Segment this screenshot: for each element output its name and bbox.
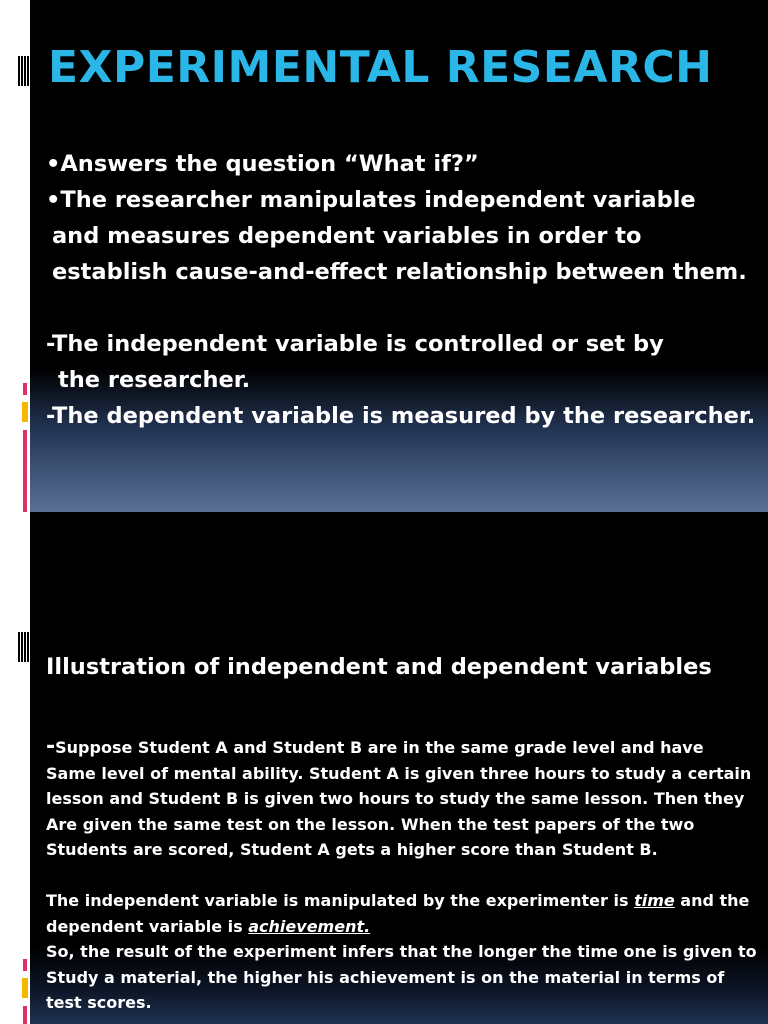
paragraph-line: lesson and Student B is given two hours to study the same lesson. Then they xyxy=(46,789,745,808)
paragraph-line: Same level of mental ability. Student A is given three hours to study a certain xyxy=(46,763,752,783)
slide-left-margin xyxy=(0,512,30,1024)
paragraph-line xyxy=(46,734,762,761)
accent-bar-pink xyxy=(23,430,27,512)
body-line: -The dependent variable is measured by the researcher. xyxy=(46,403,756,429)
slide-body xyxy=(46,146,762,434)
paragraph-text: and the xyxy=(674,891,750,910)
bullet-dash: - xyxy=(46,734,56,759)
paragraph-line: Study a material, the higher his achievement is on the material in terms of xyxy=(46,967,725,987)
slide-heading: Illustration of independent and dependent variables xyxy=(46,654,712,680)
accent-bar-pink xyxy=(23,383,27,395)
paragraph-line: Are given the same test on the lesson. When the test papers of the two xyxy=(46,814,695,834)
body-blank-line xyxy=(46,290,762,326)
paragraph-line xyxy=(46,914,762,940)
slide-marker-icon xyxy=(18,56,30,86)
emphasis-time: time xyxy=(634,891,675,910)
paragraph-line: Students are scored, Student A gets a higher score than Student B. xyxy=(46,840,658,859)
emphasis-achievement: achievement. xyxy=(248,916,371,936)
body-blank-line xyxy=(46,863,762,889)
accent-bar-yellow xyxy=(22,402,28,422)
accent-bar-yellow xyxy=(22,978,28,998)
body-line: establish cause-and-effect relationship between them. xyxy=(52,259,747,285)
slide-2 xyxy=(0,512,768,1024)
accent-bar-pink xyxy=(23,959,27,971)
paragraph-text: Suppose Student A and Student B are in the same grade level and have xyxy=(55,738,704,757)
paragraph-line: test scores. xyxy=(46,993,152,1012)
body-line: •The researcher manipulates independent variable xyxy=(46,187,696,213)
body-line: and measures dependent variables in order to xyxy=(52,223,642,249)
body-line: -The independent variable is controlled or set by xyxy=(46,331,664,357)
slide-title: EXPERIMENTAL RESEARCH xyxy=(48,42,713,93)
paragraph-line: So, the result of the experiment infers that the longer the time one is given to xyxy=(46,942,757,961)
body-line: the researcher. xyxy=(58,367,251,393)
accent-bar-pink xyxy=(23,1006,27,1024)
paragraph-text: The independent variable is manipulated by the experimenter is xyxy=(46,891,635,910)
body-line: •Answers the question “What if?” xyxy=(46,151,479,177)
paragraph-line xyxy=(46,888,762,914)
slide-marker-icon xyxy=(18,632,30,662)
slide-body xyxy=(46,734,762,1016)
paragraph-text: dependent variable is xyxy=(46,916,249,936)
